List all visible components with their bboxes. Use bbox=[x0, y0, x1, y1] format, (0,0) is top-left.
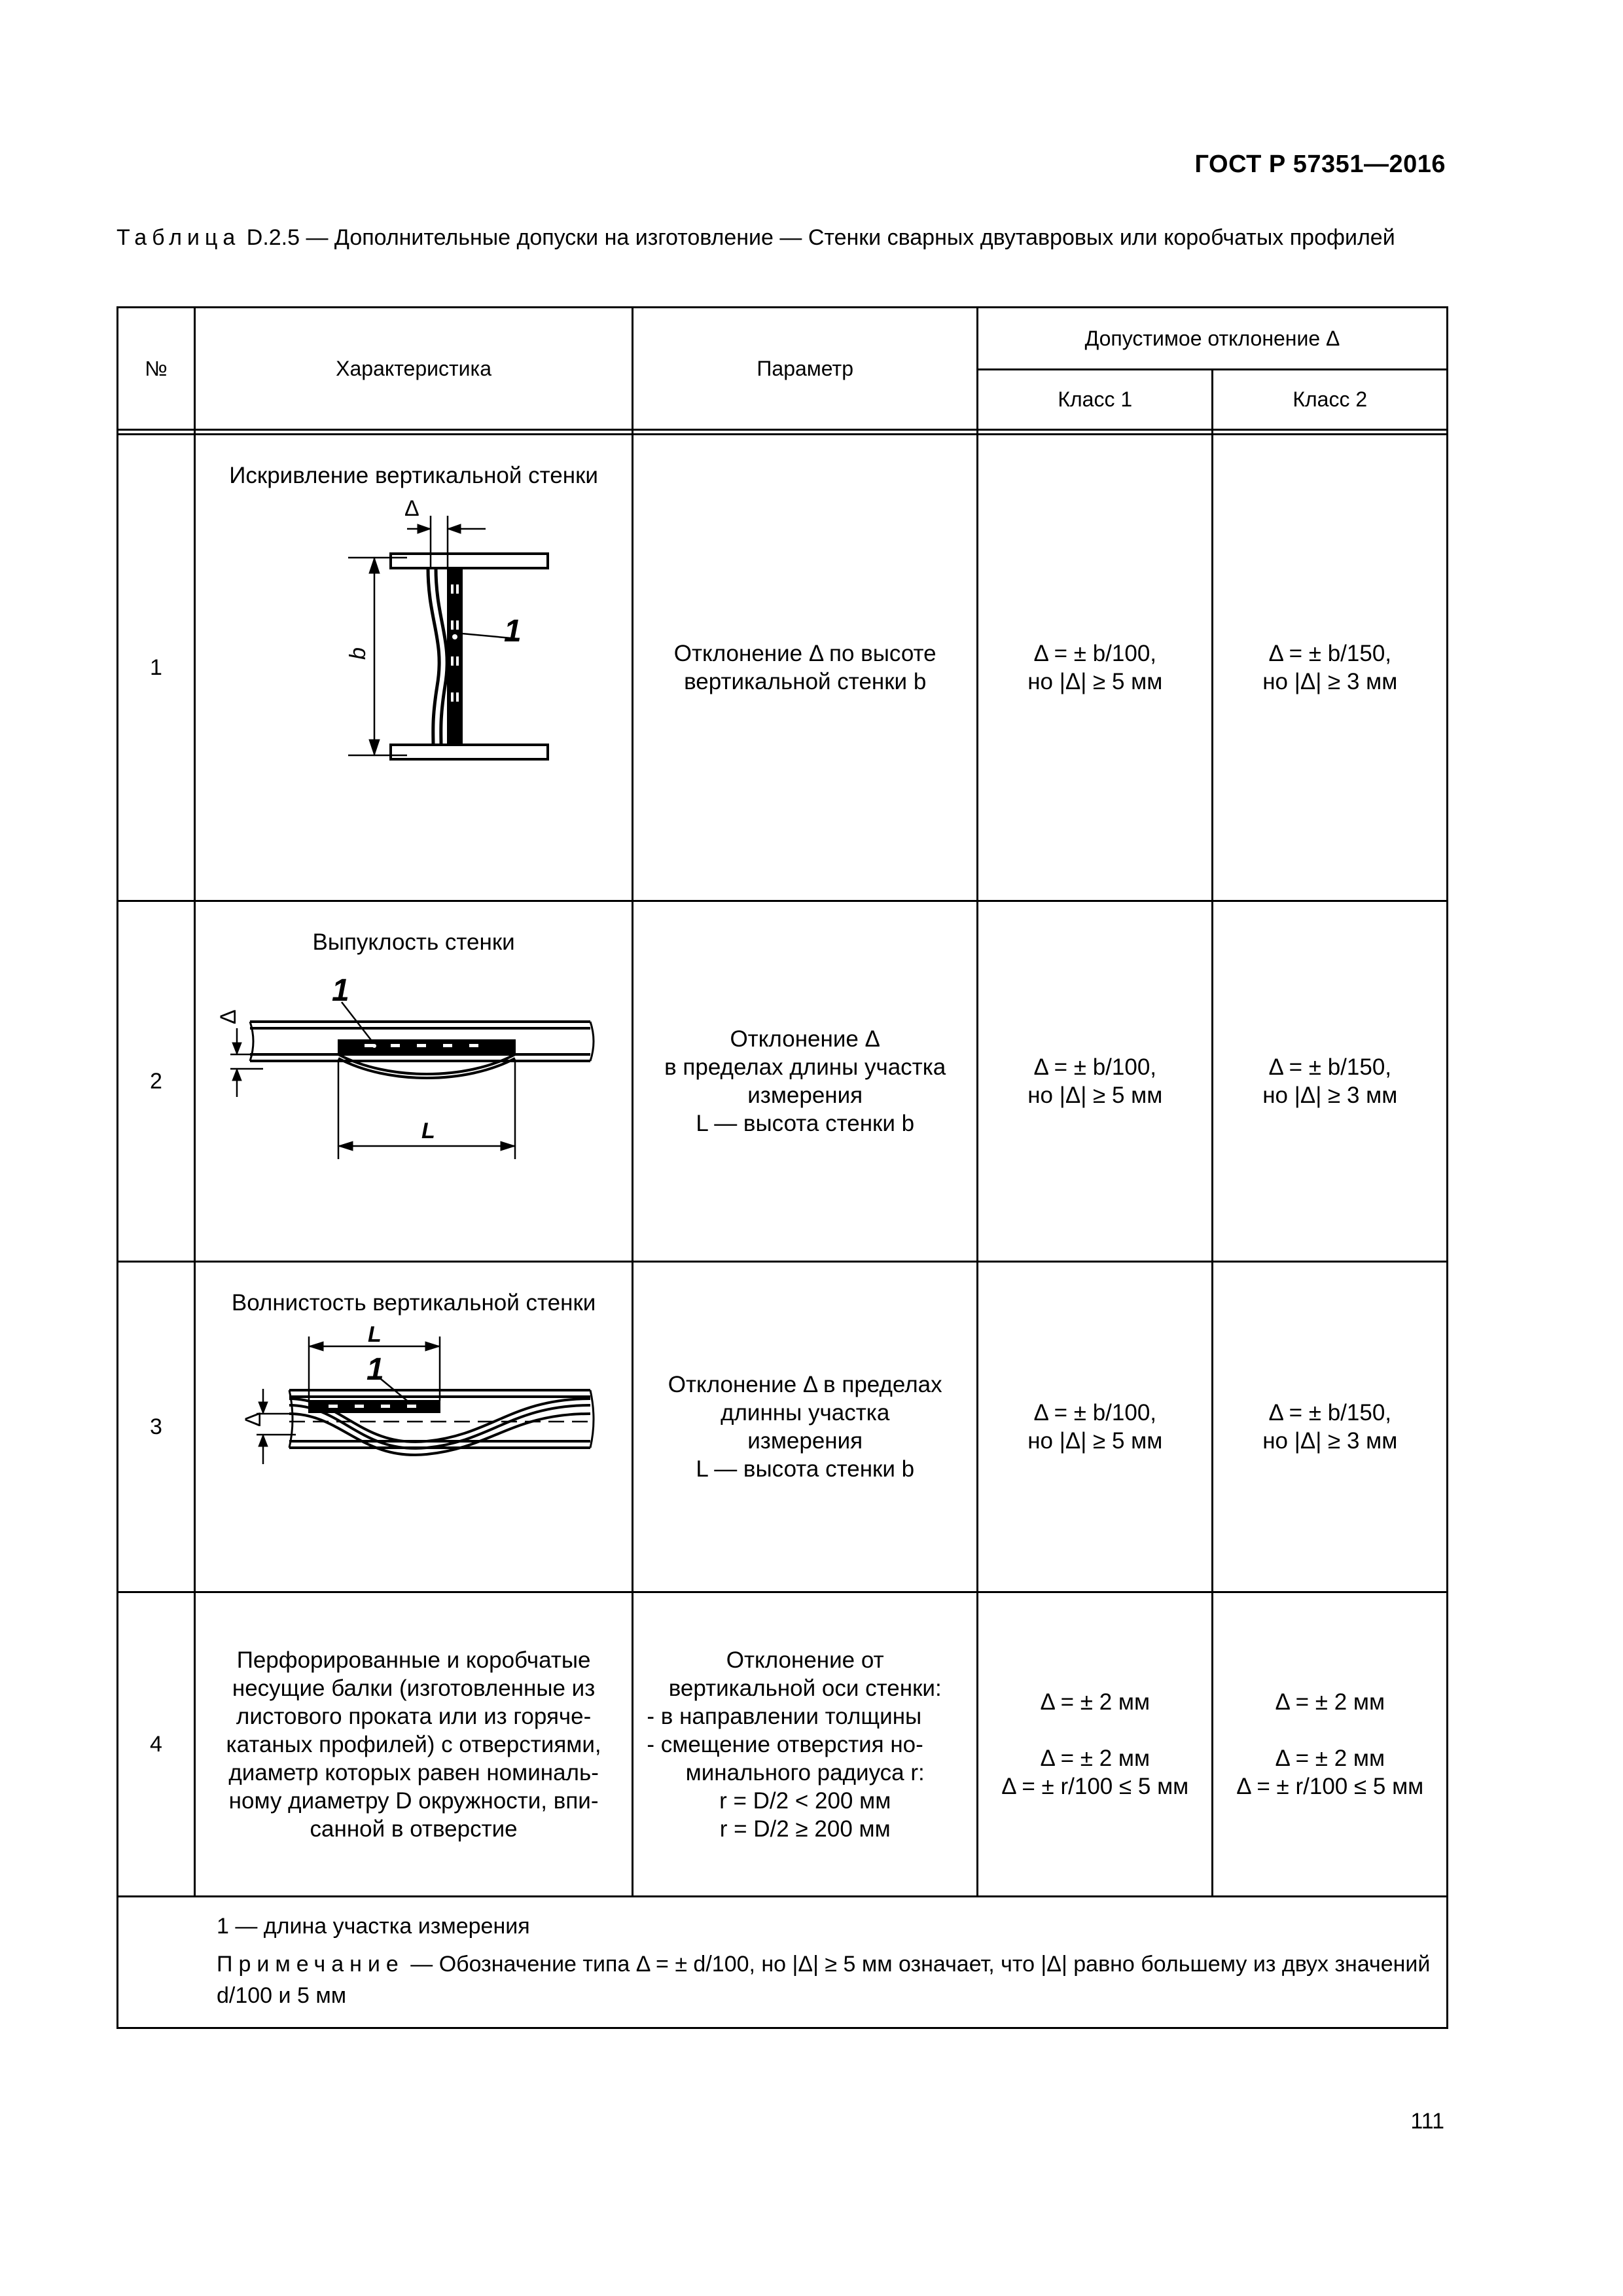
note bbox=[132, 1948, 1433, 2011]
class1-cell bbox=[978, 1592, 1213, 1897]
class1-line: Δ = ± 2 мм bbox=[1040, 1746, 1150, 1771]
param-line: в пределах длины участка bbox=[664, 1054, 946, 1080]
param-line: длинны участка bbox=[721, 1400, 890, 1426]
header-allowed-deviation: Допустимое отклонение Δ bbox=[978, 308, 1448, 370]
class1-line: но |Δ| ≥ 5 мм bbox=[1027, 1083, 1163, 1108]
table-row bbox=[118, 901, 1448, 1262]
row-number: 4 bbox=[118, 1592, 195, 1897]
class2-line: Δ = ± r/100 ≤ 5 мм bbox=[1236, 1774, 1424, 1799]
param-line: - в направлении толщины bbox=[647, 1703, 922, 1729]
characteristic-cell: Перфорированные и коробчатые несущие балки (изготовленные из листового проката или из горяче-катаных профилей) с отверстиями, диаметр которых равен номиналь-ному диаметру D окружности, впи-санной в отверстие bbox=[194, 1592, 633, 1897]
footer-cell bbox=[118, 1897, 1448, 2028]
page-number: 111 bbox=[1410, 2109, 1444, 2134]
param-line: вертикальной оси стенки: bbox=[668, 1675, 942, 1701]
class2-cell bbox=[1213, 1262, 1448, 1592]
param-line: Отклонение Δ bbox=[730, 1026, 880, 1052]
parameter-cell bbox=[633, 1592, 978, 1897]
measure-label-1: 1 bbox=[332, 973, 349, 1008]
delta-label: Δ bbox=[241, 1412, 266, 1427]
characteristic-title: Искривление вертикальной стенки bbox=[229, 463, 598, 488]
characteristic-title: Волнистость вертикальной стенки bbox=[231, 1290, 596, 1316]
class1-line: Δ = ± r/100 ≤ 5 мм bbox=[1001, 1774, 1189, 1799]
note-prefix: Примечание bbox=[217, 1952, 404, 1977]
row-number: 2 bbox=[118, 901, 195, 1262]
table-row bbox=[118, 1592, 1448, 1897]
header-separator bbox=[118, 430, 1448, 435]
characteristic-cell bbox=[194, 435, 633, 901]
tolerance-table bbox=[116, 306, 1448, 2029]
class2-cell bbox=[1213, 435, 1448, 901]
characteristic-cell bbox=[194, 901, 633, 1262]
row-number: 3 bbox=[118, 1262, 195, 1592]
param-line: Отклонение от bbox=[726, 1647, 884, 1673]
class1-cell bbox=[978, 901, 1213, 1262]
class1-line: Δ = ± 2 мм bbox=[1040, 1689, 1150, 1715]
class2-spacer bbox=[1220, 1716, 1440, 1744]
delta-label: Δ bbox=[404, 496, 419, 521]
web-waviness-diagram bbox=[211, 1317, 616, 1533]
param-line: измерения bbox=[747, 1428, 863, 1454]
parameter-cell bbox=[633, 901, 978, 1262]
L-label: L bbox=[421, 1119, 435, 1143]
caption-prefix: Таблица bbox=[116, 225, 241, 250]
class1-line: но |Δ| ≥ 5 мм bbox=[1027, 1428, 1163, 1454]
row-number: 1 bbox=[118, 435, 195, 901]
class2-line: Δ = ± b/150, bbox=[1268, 641, 1392, 666]
b-label: b bbox=[346, 647, 371, 660]
table-row bbox=[118, 435, 1448, 901]
param-line: Отклонение Δ по высоте bbox=[673, 641, 936, 666]
header-parameter: Параметр bbox=[633, 308, 978, 430]
class2-cell bbox=[1213, 1592, 1448, 1897]
class1-line: Δ = ± b/100, bbox=[1033, 1054, 1157, 1080]
class2-cell bbox=[1213, 901, 1448, 1262]
header-num: № bbox=[118, 308, 195, 430]
standard-designation: ГОСТ Р 57351—2016 bbox=[1194, 151, 1446, 178]
param-line: r = D/2 ≥ 200 мм bbox=[719, 1816, 891, 1842]
class1-spacer bbox=[985, 1716, 1205, 1744]
web-curvature-diagram bbox=[276, 490, 551, 797]
class1-line: но |Δ| ≥ 5 мм bbox=[1027, 669, 1163, 694]
delta-label: Δ bbox=[216, 1009, 241, 1024]
param-line: измерения bbox=[747, 1083, 863, 1108]
class2-line: Δ = ± b/150, bbox=[1268, 1054, 1392, 1080]
header-class1: Класс 1 bbox=[978, 370, 1213, 430]
footnote: 1 — длина участка измерения bbox=[217, 1914, 530, 1939]
header-characteristic: Характеристика bbox=[194, 308, 633, 430]
class1-line: Δ = ± b/100, bbox=[1033, 641, 1157, 666]
web-convexity-diagram bbox=[211, 956, 616, 1192]
characteristic-cell bbox=[194, 1262, 633, 1592]
characteristic-title: Выпуклость стенки bbox=[312, 929, 515, 955]
param-line: минального радиуса r: bbox=[685, 1759, 925, 1785]
param-line: r = D/2 < 200 мм bbox=[719, 1787, 891, 1814]
class2-line: Δ = ± 2 мм bbox=[1275, 1689, 1385, 1715]
class2-line: но |Δ| ≥ 3 мм bbox=[1262, 1428, 1398, 1454]
parameter-cell bbox=[633, 435, 978, 901]
note-text: — Обозначение типа Δ = ± d/100, но |Δ| ≥ 5 мм означает, что |Δ| равно большему из двух значений d/100 и 5 мм bbox=[217, 1952, 1431, 2008]
param-line: вертикальной стенки b bbox=[684, 669, 927, 694]
header-class2: Класс 2 bbox=[1213, 370, 1448, 430]
class1-cell bbox=[978, 1262, 1213, 1592]
class2-line: но |Δ| ≥ 3 мм bbox=[1262, 669, 1398, 694]
class2-line: но |Δ| ≥ 3 мм bbox=[1262, 1083, 1398, 1108]
caption-text: D.2.5 — Дополнительные допуски на изготовление — Стенки сварных двутавровых или коробчатых профилей bbox=[246, 225, 1395, 250]
parameter-cell bbox=[633, 1262, 978, 1592]
param-line: Отклонение Δ в пределах bbox=[668, 1372, 942, 1397]
table-row bbox=[118, 1262, 1448, 1592]
class2-line: Δ = ± 2 мм bbox=[1275, 1746, 1385, 1771]
param-line: L — высота стенки b bbox=[696, 1111, 915, 1136]
class1-cell bbox=[978, 435, 1213, 901]
param-line: - смещение отверстия но- bbox=[647, 1731, 923, 1757]
measure-label-1: 1 bbox=[366, 1352, 384, 1387]
L-label: L bbox=[368, 1322, 382, 1347]
class1-line: Δ = ± b/100, bbox=[1033, 1400, 1157, 1426]
table-caption bbox=[116, 224, 1448, 251]
param-line: L — высота стенки b bbox=[696, 1456, 915, 1482]
class2-line: Δ = ± b/150, bbox=[1268, 1400, 1392, 1426]
table-footer bbox=[118, 1897, 1448, 2028]
measure-label-1: 1 bbox=[504, 614, 522, 649]
